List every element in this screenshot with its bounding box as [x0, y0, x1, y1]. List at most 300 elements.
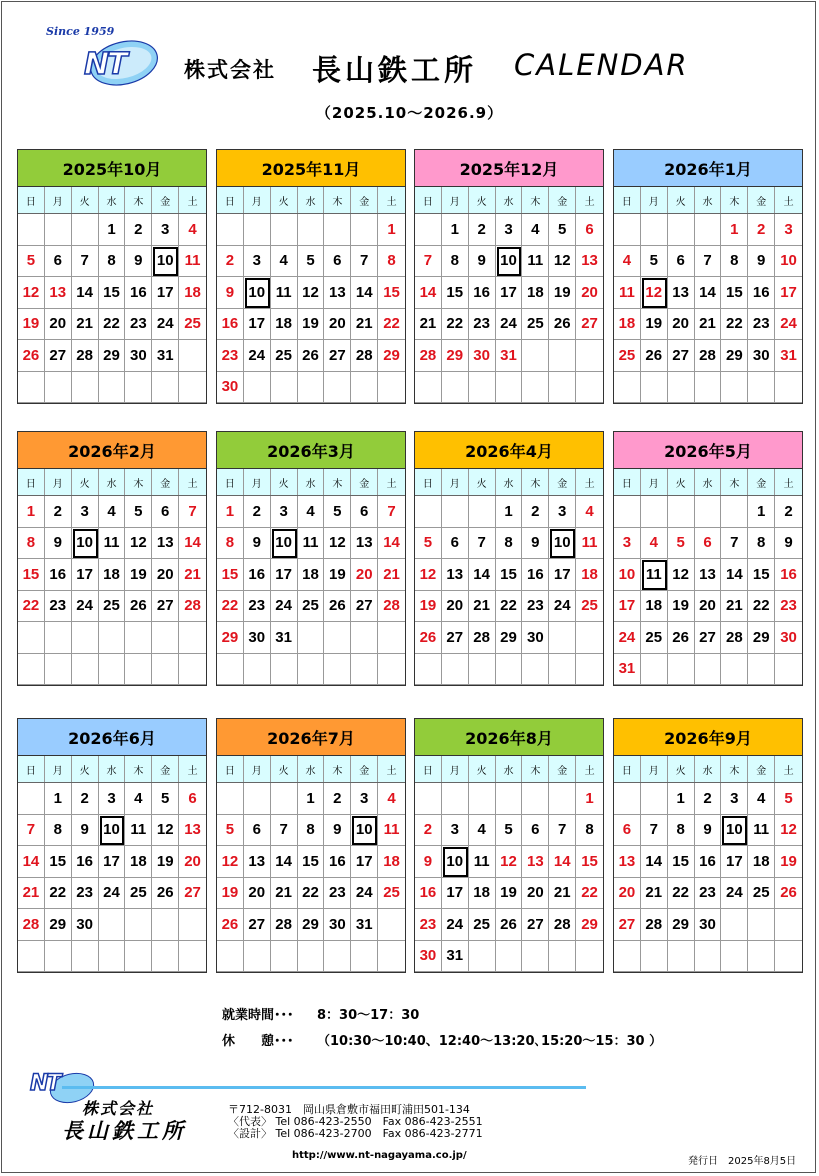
weekday-label: 日: [614, 469, 641, 495]
day-cell: 16: [415, 878, 442, 910]
empty-cell: [748, 372, 775, 404]
empty-cell: [217, 654, 244, 686]
month-title: 2025年10月: [18, 150, 206, 187]
day-cell: 15: [298, 846, 325, 878]
issue-date: 発行日 2025年8月5日: [688, 1156, 797, 1167]
empty-cell: [324, 941, 351, 973]
weekday-label: 金: [748, 469, 775, 495]
weekday-label: 木: [522, 469, 549, 495]
day-cell: 1: [298, 783, 325, 815]
empty-cell: [378, 941, 405, 973]
weekday-header: [217, 756, 405, 783]
empty-cell: [217, 214, 244, 246]
empty-cell: [775, 654, 802, 686]
day-cell: 15: [18, 559, 45, 591]
day-cell: 18: [748, 846, 775, 878]
empty-cell: [45, 654, 72, 686]
day-cell: 14: [179, 528, 206, 560]
empty-cell: [125, 622, 152, 654]
day-cell: 25: [748, 878, 775, 910]
day-cell: 24: [271, 591, 298, 623]
day-cell: 12: [549, 246, 576, 278]
day-cell: 24: [549, 591, 576, 623]
day-cell: 7: [415, 246, 442, 278]
day-cell: 8: [576, 815, 603, 847]
weekday-label: 水: [99, 469, 126, 495]
day-cell: 5: [125, 496, 152, 528]
day-cell: 16: [125, 277, 152, 309]
empty-cell: [442, 372, 469, 404]
weekday-label: 月: [641, 756, 668, 782]
day-cell: 5: [415, 528, 442, 560]
empty-cell: [576, 340, 603, 372]
empty-cell: [641, 654, 668, 686]
empty-cell: [775, 372, 802, 404]
day-cell: 8: [721, 246, 748, 278]
weekday-label: 金: [152, 756, 179, 782]
website-link[interactable]: http://www.nt-nagayama.co.jp/: [292, 1150, 467, 1161]
day-cell: 12: [298, 277, 325, 309]
day-cell: 10: [775, 246, 802, 278]
empty-cell: [721, 941, 748, 973]
day-cell: 1: [576, 783, 603, 815]
day-cell: 13: [244, 846, 271, 878]
day-cell: 4: [378, 783, 405, 815]
empty-cell: [721, 654, 748, 686]
empty-cell: [271, 372, 298, 404]
day-cell: 4: [271, 246, 298, 278]
weekday-label: 木: [125, 756, 152, 782]
weekday-label: 金: [351, 469, 378, 495]
day-cell: 13: [695, 559, 722, 591]
day-cell: 10: [271, 528, 298, 560]
empty-cell: [496, 783, 523, 815]
day-cell: 2: [415, 815, 442, 847]
day-cell: 6: [351, 496, 378, 528]
empty-cell: [217, 941, 244, 973]
day-cell: 21: [695, 309, 722, 341]
day-cell: 14: [469, 559, 496, 591]
day-cell: 2: [324, 783, 351, 815]
day-cell: 27: [244, 909, 271, 941]
day-cell: 11: [576, 528, 603, 560]
empty-cell: [469, 372, 496, 404]
day-cell: 24: [614, 622, 641, 654]
month-calendar: [216, 431, 406, 686]
day-grid: [217, 783, 405, 972]
day-cell: 8: [45, 815, 72, 847]
month-calendar: [414, 431, 604, 686]
day-cell: 18: [378, 846, 405, 878]
day-cell: 26: [324, 591, 351, 623]
month-calendar: [216, 149, 406, 404]
day-cell: 31: [442, 941, 469, 973]
day-cell: 31: [614, 654, 641, 686]
day-cell: 23: [125, 309, 152, 341]
day-cell: 31: [775, 340, 802, 372]
day-cell: 19: [549, 277, 576, 309]
day-cell: 14: [695, 277, 722, 309]
weekday-header: [18, 187, 206, 214]
day-cell: 25: [179, 309, 206, 341]
work-hours-row: [222, 1003, 662, 1029]
day-cell: 20: [45, 309, 72, 341]
weekday-label: 土: [584, 765, 595, 777]
day-cell: 28: [179, 591, 206, 623]
weekday-label: 木: [522, 756, 549, 782]
day-cell: 16: [45, 559, 72, 591]
day-cell: 3: [721, 783, 748, 815]
work-hours-label: 就業時間･･･: [222, 1008, 294, 1023]
weekday-label: 月: [45, 756, 72, 782]
day-cell: 14: [271, 846, 298, 878]
day-cell: 10: [614, 559, 641, 591]
empty-cell: [695, 214, 722, 246]
weekday-label: 日: [18, 187, 45, 213]
weekday-label: 水: [695, 187, 722, 213]
weekday-label: 月: [442, 756, 469, 782]
month-calendar: [613, 431, 803, 686]
day-cell: 13: [442, 559, 469, 591]
day-cell: 6: [152, 496, 179, 528]
footer-divider: [62, 1086, 586, 1089]
day-cell: 27: [576, 309, 603, 341]
weekday-label: 土: [584, 478, 595, 490]
day-cell: 11: [614, 277, 641, 309]
empty-cell: [18, 654, 45, 686]
day-cell: 9: [415, 846, 442, 878]
day-cell: 10: [72, 528, 99, 560]
empty-cell: [641, 372, 668, 404]
day-cell: 8: [748, 528, 775, 560]
weekday-header: [18, 756, 206, 783]
day-cell: 28: [695, 340, 722, 372]
empty-cell: [45, 941, 72, 973]
day-cell: 26: [641, 340, 668, 372]
empty-cell: [496, 941, 523, 973]
day-cell: 30: [748, 340, 775, 372]
day-grid: [18, 496, 206, 685]
empty-cell: [324, 214, 351, 246]
day-cell: 17: [72, 559, 99, 591]
day-cell: 19: [152, 846, 179, 878]
day-cell: 16: [775, 559, 802, 591]
weekday-label: 土: [386, 765, 397, 777]
day-cell: 26: [18, 340, 45, 372]
empty-cell: [695, 372, 722, 404]
weekday-label: 日: [217, 187, 244, 213]
day-cell: 14: [378, 528, 405, 560]
day-cell: 4: [576, 496, 603, 528]
day-cell: 23: [244, 591, 271, 623]
period-label: （2025.10～2026.9）: [315, 104, 504, 122]
day-cell: 23: [695, 878, 722, 910]
month-calendar: [613, 149, 803, 404]
day-cell: 12: [775, 815, 802, 847]
weekday-label: 水: [496, 187, 523, 213]
month-calendar: [17, 149, 207, 404]
day-cell: 20: [244, 878, 271, 910]
day-cell: 31: [496, 340, 523, 372]
empty-cell: [72, 654, 99, 686]
empty-cell: [99, 941, 126, 973]
day-cell: 15: [378, 277, 405, 309]
day-cell: 11: [641, 559, 668, 591]
day-cell: 14: [641, 846, 668, 878]
day-cell: 22: [378, 309, 405, 341]
empty-cell: [125, 941, 152, 973]
day-cell: 5: [18, 246, 45, 278]
empty-cell: [298, 372, 325, 404]
day-cell: 12: [415, 559, 442, 591]
day-cell: 18: [99, 559, 126, 591]
empty-cell: [18, 783, 45, 815]
day-cell: 31: [271, 622, 298, 654]
day-cell: 7: [469, 528, 496, 560]
day-cell: 23: [324, 878, 351, 910]
day-cell: 25: [125, 878, 152, 910]
day-cell: 8: [668, 815, 695, 847]
day-cell: 30: [244, 622, 271, 654]
day-cell: 10: [244, 277, 271, 309]
empty-cell: [324, 622, 351, 654]
day-cell: 2: [217, 246, 244, 278]
day-cell: 25: [378, 878, 405, 910]
day-cell: 8: [298, 815, 325, 847]
day-cell: 9: [125, 246, 152, 278]
day-cell: 19: [641, 309, 668, 341]
empty-cell: [298, 622, 325, 654]
empty-cell: [298, 941, 325, 973]
day-cell: 14: [18, 846, 45, 878]
day-cell: 28: [72, 340, 99, 372]
empty-cell: [217, 783, 244, 815]
empty-cell: [271, 654, 298, 686]
weekday-label: 木: [324, 756, 351, 782]
weekday-label: 土: [783, 196, 794, 208]
weekday-label: 木: [721, 756, 748, 782]
empty-cell: [351, 941, 378, 973]
day-cell: 30: [415, 941, 442, 973]
day-cell: 16: [522, 559, 549, 591]
empty-cell: [179, 340, 206, 372]
day-cell: 20: [576, 277, 603, 309]
weekday-label: 水: [298, 469, 325, 495]
empty-cell: [775, 909, 802, 941]
empty-cell: [152, 622, 179, 654]
empty-cell: [324, 372, 351, 404]
day-cell: 24: [442, 909, 469, 941]
day-cell: 13: [614, 846, 641, 878]
month-calendar: [414, 149, 604, 404]
weekday-header: [18, 469, 206, 496]
day-cell: 11: [99, 528, 126, 560]
day-cell: 9: [748, 246, 775, 278]
day-cell: 30: [125, 340, 152, 372]
empty-cell: [614, 214, 641, 246]
empty-cell: [179, 909, 206, 941]
day-cell: 5: [549, 214, 576, 246]
day-cell: 17: [496, 277, 523, 309]
weekday-label: 金: [351, 756, 378, 782]
month-title: 2026年4月: [415, 432, 603, 469]
empty-cell: [442, 654, 469, 686]
day-cell: 1: [442, 214, 469, 246]
empty-cell: [496, 654, 523, 686]
weekday-label: 土: [386, 478, 397, 490]
day-cell: 14: [415, 277, 442, 309]
day-cell: 23: [45, 591, 72, 623]
day-cell: 9: [244, 528, 271, 560]
empty-cell: [72, 214, 99, 246]
day-cell: 13: [152, 528, 179, 560]
footer-company-name: 長山鉄工所: [62, 1118, 187, 1143]
day-cell: 29: [217, 622, 244, 654]
day-cell: 19: [298, 309, 325, 341]
day-cell: 22: [18, 591, 45, 623]
day-cell: 2: [244, 496, 271, 528]
empty-cell: [668, 654, 695, 686]
day-cell: 2: [72, 783, 99, 815]
day-cell: 26: [549, 309, 576, 341]
day-cell: 27: [324, 340, 351, 372]
day-cell: 5: [668, 528, 695, 560]
day-cell: 17: [442, 878, 469, 910]
day-cell: 7: [721, 528, 748, 560]
day-cell: 22: [748, 591, 775, 623]
day-cell: 6: [668, 246, 695, 278]
day-cell: 31: [152, 340, 179, 372]
weekday-label: 金: [152, 469, 179, 495]
empty-cell: [641, 783, 668, 815]
day-cell: 29: [378, 340, 405, 372]
empty-cell: [415, 214, 442, 246]
day-cell: 20: [152, 559, 179, 591]
day-cell: 22: [45, 878, 72, 910]
weekday-label: 金: [549, 469, 576, 495]
day-cell: 28: [351, 340, 378, 372]
day-cell: 29: [442, 340, 469, 372]
empty-cell: [549, 340, 576, 372]
weekday-label: 日: [415, 469, 442, 495]
title-row: [0, 46, 819, 87]
day-cell: 21: [271, 878, 298, 910]
weekday-label: 土: [783, 478, 794, 490]
day-cell: 12: [668, 559, 695, 591]
day-cell: 29: [99, 340, 126, 372]
weekday-label: 日: [415, 756, 442, 782]
empty-cell: [641, 496, 668, 528]
day-cell: 12: [496, 846, 523, 878]
day-cell: 6: [244, 815, 271, 847]
weekday-label: 月: [244, 187, 271, 213]
day-cell: 12: [217, 846, 244, 878]
day-cell: 27: [152, 591, 179, 623]
day-cell: 8: [217, 528, 244, 560]
day-cell: 19: [496, 878, 523, 910]
day-cell: 20: [614, 878, 641, 910]
day-cell: 7: [72, 246, 99, 278]
day-cell: 21: [72, 309, 99, 341]
day-cell: 5: [641, 246, 668, 278]
weekday-label: 火: [72, 756, 99, 782]
empty-cell: [469, 496, 496, 528]
weekday-label: 木: [324, 187, 351, 213]
day-cell: 28: [271, 909, 298, 941]
company-name: 長山鉄工所: [312, 53, 478, 87]
empty-cell: [668, 372, 695, 404]
empty-cell: [522, 783, 549, 815]
day-cell: 19: [775, 846, 802, 878]
weekday-label: 日: [217, 756, 244, 782]
weekday-label: 金: [748, 187, 775, 213]
footer-logo-text: NT: [30, 1071, 60, 1096]
day-cell: 26: [415, 622, 442, 654]
day-cell: 25: [641, 622, 668, 654]
day-cell: 23: [775, 591, 802, 623]
weekday-header: [614, 756, 802, 783]
day-cell: 24: [351, 878, 378, 910]
day-cell: 28: [18, 909, 45, 941]
day-cell: 28: [469, 622, 496, 654]
empty-cell: [99, 909, 126, 941]
break-value: （10:30～10:40、12:40～13:20､15:20～15：30 ）: [317, 1034, 663, 1049]
empty-cell: [351, 622, 378, 654]
empty-cell: [324, 654, 351, 686]
day-cell: 5: [324, 496, 351, 528]
empty-cell: [748, 941, 775, 973]
empty-cell: [45, 372, 72, 404]
weekday-label: 月: [442, 187, 469, 213]
day-cell: 11: [522, 246, 549, 278]
day-cell: 25: [99, 591, 126, 623]
since-label: Since 1959: [46, 25, 115, 38]
weekday-label: 月: [641, 469, 668, 495]
weekday-label: 金: [748, 756, 775, 782]
day-cell: 16: [748, 277, 775, 309]
day-cell: 23: [415, 909, 442, 941]
empty-cell: [522, 654, 549, 686]
day-cell: 8: [496, 528, 523, 560]
day-cell: 21: [351, 309, 378, 341]
day-cell: 19: [18, 309, 45, 341]
day-cell: 17: [351, 846, 378, 878]
empty-cell: [244, 941, 271, 973]
empty-cell: [614, 372, 641, 404]
break-label: 休 憩･･･: [222, 1034, 294, 1049]
empty-cell: [415, 372, 442, 404]
empty-cell: [415, 654, 442, 686]
day-cell: 21: [641, 878, 668, 910]
day-cell: 11: [748, 815, 775, 847]
day-cell: 8: [18, 528, 45, 560]
break-row: [222, 1029, 662, 1055]
weekday-label: 日: [18, 469, 45, 495]
weekday-label: 水: [298, 187, 325, 213]
day-cell: 17: [549, 559, 576, 591]
day-cell: 15: [496, 559, 523, 591]
day-cell: 4: [522, 214, 549, 246]
day-cell: 24: [775, 309, 802, 341]
day-cell: 23: [72, 878, 99, 910]
empty-cell: [298, 654, 325, 686]
day-cell: 29: [721, 340, 748, 372]
weekday-label: 火: [271, 756, 298, 782]
day-cell: 3: [152, 214, 179, 246]
day-grid: [614, 783, 802, 972]
day-cell: 7: [378, 496, 405, 528]
empty-cell: [549, 783, 576, 815]
